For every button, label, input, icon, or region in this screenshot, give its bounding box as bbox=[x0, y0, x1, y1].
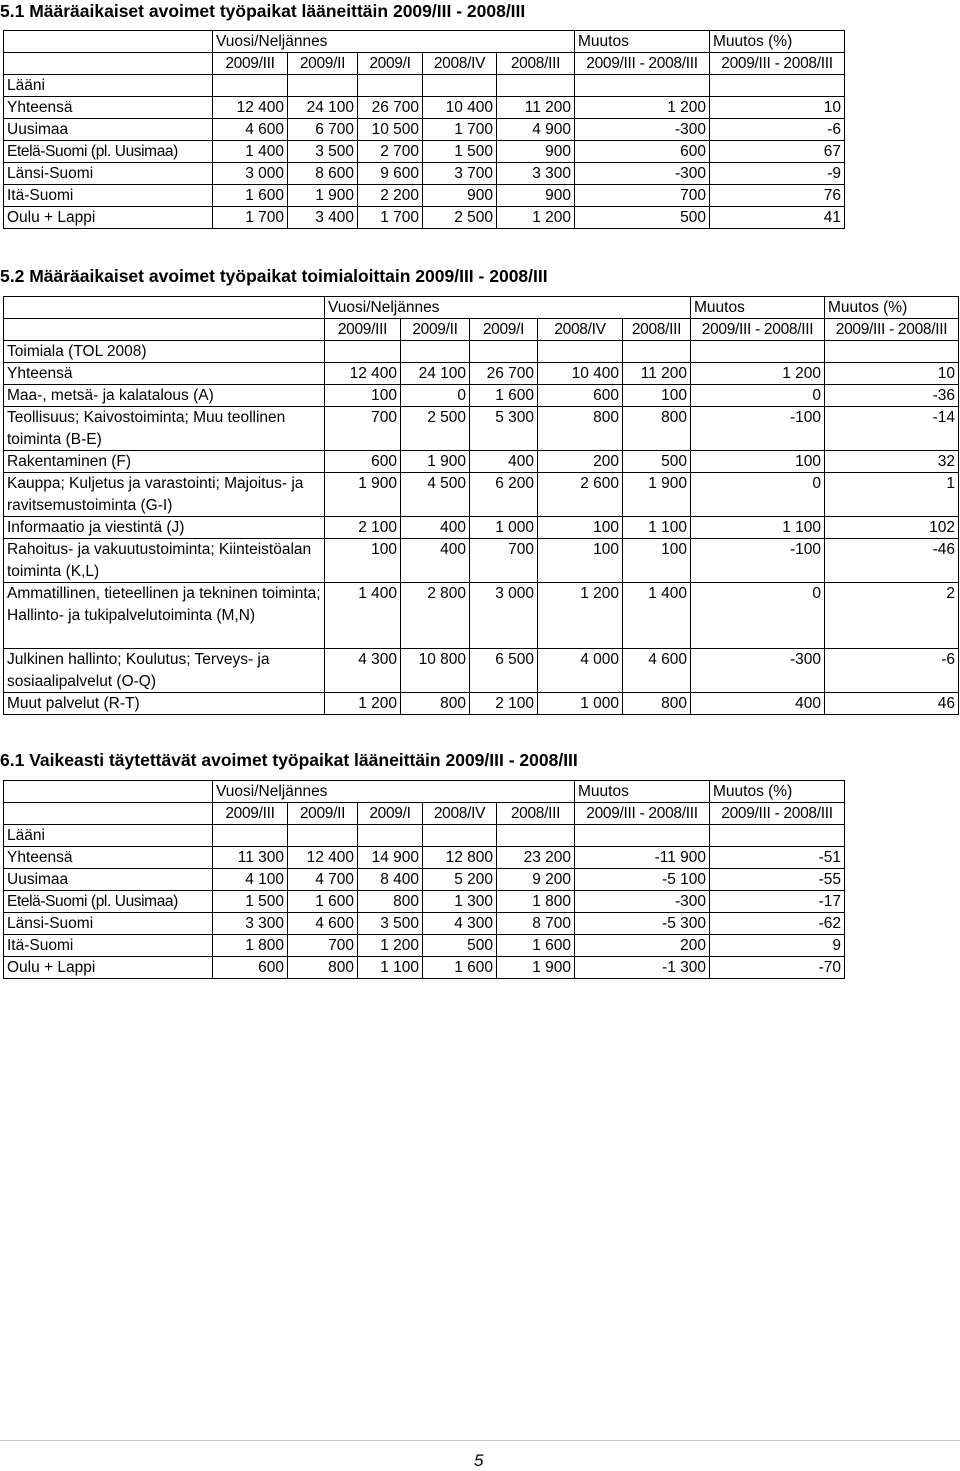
row-label: Länsi-Suomi bbox=[4, 163, 213, 185]
cell: 100 bbox=[538, 539, 623, 583]
table-row bbox=[4, 185, 845, 207]
group-header-change: Muutos bbox=[575, 781, 710, 803]
cell: -9 bbox=[710, 163, 845, 185]
cell: 12 400 bbox=[213, 97, 288, 119]
table-row bbox=[4, 517, 959, 539]
cell: 1 900 bbox=[288, 185, 358, 207]
cell: 1 800 bbox=[213, 935, 288, 957]
group-header-change: Muutos bbox=[575, 31, 710, 53]
cell: -6 bbox=[710, 119, 845, 141]
page-number: 5 bbox=[474, 1451, 484, 1470]
cell: -300 bbox=[575, 119, 710, 141]
group-header-change-pct: Muutos (%) bbox=[825, 297, 959, 319]
row-label: Uusimaa bbox=[4, 869, 213, 891]
column-header: 2009/II bbox=[288, 53, 358, 75]
cell: 1 600 bbox=[470, 385, 538, 407]
cell: 1 100 bbox=[691, 517, 825, 539]
row-label: Etelä-Suomi (pl. Uusimaa) bbox=[4, 141, 213, 163]
column-header: 2008/IV bbox=[423, 53, 497, 75]
footer-divider bbox=[0, 1440, 960, 1441]
column-header: 2008/III bbox=[497, 803, 575, 825]
column-header: 2008/III bbox=[623, 319, 691, 341]
cell: 4 600 bbox=[213, 119, 288, 141]
cell: 1 600 bbox=[288, 891, 358, 913]
column-header: 2008/III bbox=[497, 53, 575, 75]
table-row bbox=[4, 583, 959, 649]
row-header-label: Toimiala (TOL 2008) bbox=[4, 341, 325, 363]
table-row bbox=[4, 473, 959, 517]
cell: 4 000 bbox=[538, 649, 623, 693]
row-label: Oulu + Lappi bbox=[4, 957, 213, 979]
row-label: Ammatillinen, tieteellinen ja tekninen toiminta; Hallinto- ja tukipalvelutoiminta (M,N) bbox=[4, 583, 325, 649]
cell: 3 000 bbox=[213, 163, 288, 185]
cell: 100 bbox=[691, 451, 825, 473]
table-row bbox=[4, 451, 959, 473]
column-header: 2009/I bbox=[470, 319, 538, 341]
table-row bbox=[4, 693, 959, 715]
column-header: 2009/II bbox=[288, 803, 358, 825]
cell: 10 bbox=[825, 363, 959, 385]
table-row bbox=[4, 913, 845, 935]
cell: 8 600 bbox=[288, 163, 358, 185]
table-row bbox=[4, 847, 845, 869]
cell: -17 bbox=[710, 891, 845, 913]
cell: 1 100 bbox=[358, 957, 423, 979]
cell: 2 700 bbox=[358, 141, 423, 163]
column-header: 2009/III - 2008/III bbox=[575, 803, 710, 825]
cell: 14 900 bbox=[358, 847, 423, 869]
cell: 100 bbox=[325, 539, 401, 583]
cell: 2 600 bbox=[538, 473, 623, 517]
cell: 2 100 bbox=[325, 517, 401, 539]
cell: 1 900 bbox=[401, 451, 470, 473]
table-row bbox=[4, 141, 845, 163]
column-header: 2009/III bbox=[213, 53, 288, 75]
cell: 800 bbox=[623, 693, 691, 715]
cell: 200 bbox=[538, 451, 623, 473]
cell: 1 200 bbox=[497, 207, 575, 229]
cell: 10 500 bbox=[358, 119, 423, 141]
cell: 11 200 bbox=[623, 363, 691, 385]
column-header: 2009/III - 2008/III bbox=[710, 53, 845, 75]
cell: 4 100 bbox=[213, 869, 288, 891]
group-header-row bbox=[4, 31, 845, 53]
cell: 1 700 bbox=[213, 207, 288, 229]
table-row bbox=[4, 407, 959, 451]
table-row bbox=[4, 935, 845, 957]
cell: 23 200 bbox=[497, 847, 575, 869]
cell: -11 900 bbox=[575, 847, 710, 869]
group-header-period: Vuosi/Neljännes bbox=[325, 297, 691, 319]
column-header: 2008/IV bbox=[538, 319, 623, 341]
cell: 12 400 bbox=[325, 363, 401, 385]
cell: 32 bbox=[825, 451, 959, 473]
cell: 1 600 bbox=[213, 185, 288, 207]
table-row bbox=[4, 649, 959, 693]
cell: 1 300 bbox=[423, 891, 497, 913]
cell: 900 bbox=[423, 185, 497, 207]
cell: 9 600 bbox=[358, 163, 423, 185]
row-header-label: Lääni bbox=[4, 75, 213, 97]
cell: 0 bbox=[691, 385, 825, 407]
cell: 1 700 bbox=[423, 119, 497, 141]
column-header-row bbox=[4, 319, 959, 341]
cell: 3 500 bbox=[358, 913, 423, 935]
row-label: Yhteensä bbox=[4, 363, 325, 385]
cell: -55 bbox=[710, 869, 845, 891]
cell: 2 bbox=[825, 583, 959, 649]
cell: -1 300 bbox=[575, 957, 710, 979]
row-label: Yhteensä bbox=[4, 847, 213, 869]
group-header-period: Vuosi/Neljännes bbox=[213, 31, 575, 53]
column-header: 2008/IV bbox=[423, 803, 497, 825]
column-header: 2009/III - 2008/III bbox=[691, 319, 825, 341]
cell: 1 700 bbox=[358, 207, 423, 229]
cell: 3 300 bbox=[213, 913, 288, 935]
cell: 1 500 bbox=[213, 891, 288, 913]
cell: 26 700 bbox=[358, 97, 423, 119]
cell: 2 500 bbox=[423, 207, 497, 229]
cell: -5 300 bbox=[575, 913, 710, 935]
cell: 4 600 bbox=[288, 913, 358, 935]
row-header-row bbox=[4, 341, 959, 363]
cell: 700 bbox=[470, 539, 538, 583]
table-6-1 bbox=[3, 780, 845, 979]
row-label: Länsi-Suomi bbox=[4, 913, 213, 935]
cell: 800 bbox=[288, 957, 358, 979]
cell: 4 500 bbox=[401, 473, 470, 517]
column-header: 2009/III - 2008/III bbox=[710, 803, 845, 825]
cell: 100 bbox=[325, 385, 401, 407]
corner-cell bbox=[4, 297, 325, 319]
cell: 5 200 bbox=[423, 869, 497, 891]
cell: 1 400 bbox=[325, 583, 401, 649]
row-label: Itä-Suomi bbox=[4, 185, 213, 207]
cell: 4 300 bbox=[423, 913, 497, 935]
cell: 900 bbox=[497, 185, 575, 207]
table-row bbox=[4, 163, 845, 185]
row-header-label: Lääni bbox=[4, 825, 213, 847]
section-title-5-2: 5.2 Määräaikaiset avoimet työpaikat toimialoittain 2009/III - 2008/III bbox=[0, 266, 548, 286]
cell: 600 bbox=[575, 141, 710, 163]
row-label: Informaatio ja viestintä (J) bbox=[4, 517, 325, 539]
cell: 0 bbox=[691, 583, 825, 649]
cell: 10 bbox=[710, 97, 845, 119]
row-label: Rahoitus- ja vakuutustoiminta; Kiinteistöalan toiminta (K,L) bbox=[4, 539, 325, 583]
cell: 1 bbox=[825, 473, 959, 517]
column-header: 2009/II bbox=[401, 319, 470, 341]
cell: -46 bbox=[825, 539, 959, 583]
cell: 1 600 bbox=[423, 957, 497, 979]
cell: 10 400 bbox=[538, 363, 623, 385]
cell: 41 bbox=[710, 207, 845, 229]
column-header: 2009/III - 2008/III bbox=[575, 53, 710, 75]
cell: 1 900 bbox=[623, 473, 691, 517]
cell: 800 bbox=[623, 407, 691, 451]
cell: 46 bbox=[825, 693, 959, 715]
row-label: Muut palvelut (R-T) bbox=[4, 693, 325, 715]
cell: 3 400 bbox=[288, 207, 358, 229]
table-5-2 bbox=[3, 296, 959, 715]
group-header-change-pct: Muutos (%) bbox=[710, 31, 845, 53]
cell: 1 200 bbox=[358, 935, 423, 957]
cell: -6 bbox=[825, 649, 959, 693]
row-label: Oulu + Lappi bbox=[4, 207, 213, 229]
cell: 3 500 bbox=[288, 141, 358, 163]
group-header-change-pct: Muutos (%) bbox=[710, 781, 845, 803]
corner-cell bbox=[4, 31, 213, 53]
cell: 1 200 bbox=[325, 693, 401, 715]
group-header-change: Muutos bbox=[691, 297, 825, 319]
table-row bbox=[4, 363, 959, 385]
cell: 67 bbox=[710, 141, 845, 163]
table-row bbox=[4, 119, 845, 141]
cell: 4 900 bbox=[497, 119, 575, 141]
cell: 700 bbox=[288, 935, 358, 957]
table-row bbox=[4, 385, 959, 407]
table-5-1 bbox=[3, 30, 845, 229]
cell: 400 bbox=[401, 517, 470, 539]
cell: 2 800 bbox=[401, 583, 470, 649]
column-header: 2009/III bbox=[325, 319, 401, 341]
cell: 4 300 bbox=[325, 649, 401, 693]
table-row bbox=[4, 869, 845, 891]
cell: 6 200 bbox=[470, 473, 538, 517]
cell: 102 bbox=[825, 517, 959, 539]
table-row bbox=[4, 207, 845, 229]
row-label: Itä-Suomi bbox=[4, 935, 213, 957]
row-label: Kauppa; Kuljetus ja varastointi; Majoitus- ja ravitsemustoiminta (G-I) bbox=[4, 473, 325, 517]
cell: 100 bbox=[623, 539, 691, 583]
cell: 9 bbox=[710, 935, 845, 957]
cell: 5 300 bbox=[470, 407, 538, 451]
row-label: Teollisuus; Kaivostoiminta; Muu teollinen toiminta (B-E) bbox=[4, 407, 325, 451]
cell: 1 800 bbox=[497, 891, 575, 913]
cell: 6 500 bbox=[470, 649, 538, 693]
cell: 24 100 bbox=[288, 97, 358, 119]
table-row bbox=[4, 891, 845, 913]
cell: 12 800 bbox=[423, 847, 497, 869]
cell: 400 bbox=[691, 693, 825, 715]
cell: 12 400 bbox=[288, 847, 358, 869]
cell: -300 bbox=[575, 163, 710, 185]
cell: 26 700 bbox=[470, 363, 538, 385]
row-header-row bbox=[4, 75, 845, 97]
cell: -36 bbox=[825, 385, 959, 407]
cell: -300 bbox=[691, 649, 825, 693]
cell: 2 500 bbox=[401, 407, 470, 451]
cell: 24 100 bbox=[401, 363, 470, 385]
group-header-period: Vuosi/Neljännes bbox=[213, 781, 575, 803]
cell: -14 bbox=[825, 407, 959, 451]
section-title-5-1: 5.1 Määräaikaiset avoimet työpaikat lääneittäin 2009/III - 2008/III bbox=[0, 1, 526, 21]
cell: 4 700 bbox=[288, 869, 358, 891]
cell: -100 bbox=[691, 407, 825, 451]
cell: 2 100 bbox=[470, 693, 538, 715]
cell: -70 bbox=[710, 957, 845, 979]
cell: 8 400 bbox=[358, 869, 423, 891]
cell: 700 bbox=[325, 407, 401, 451]
cell: 3 300 bbox=[497, 163, 575, 185]
section-title-6-1: 6.1 Vaikeasti täytettävät avoimet työpaikat lääneittäin 2009/III - 2008/III bbox=[0, 750, 578, 770]
cell: 4 600 bbox=[623, 649, 691, 693]
cell: 700 bbox=[575, 185, 710, 207]
column-header: 2009/III - 2008/III bbox=[825, 319, 959, 341]
cell: -300 bbox=[575, 891, 710, 913]
cell: 1 000 bbox=[470, 517, 538, 539]
cell: 3 700 bbox=[423, 163, 497, 185]
cell: 9 200 bbox=[497, 869, 575, 891]
row-header-row bbox=[4, 825, 845, 847]
cell: 6 700 bbox=[288, 119, 358, 141]
row-label: Yhteensä bbox=[4, 97, 213, 119]
cell: 11 300 bbox=[213, 847, 288, 869]
column-header: 2009/I bbox=[358, 53, 423, 75]
cell: 1 900 bbox=[497, 957, 575, 979]
table-row bbox=[4, 97, 845, 119]
row-label: Maa-, metsä- ja kalatalous (A) bbox=[4, 385, 325, 407]
group-header-row bbox=[4, 781, 845, 803]
cell: 10 400 bbox=[423, 97, 497, 119]
corner-cell bbox=[4, 781, 213, 803]
cell: 76 bbox=[710, 185, 845, 207]
cell: 1 900 bbox=[325, 473, 401, 517]
cell: 500 bbox=[575, 207, 710, 229]
cell: 600 bbox=[538, 385, 623, 407]
row-label: Etelä-Suomi (pl. Uusimaa) bbox=[4, 891, 213, 913]
table-row bbox=[4, 957, 845, 979]
column-header: 2009/I bbox=[358, 803, 423, 825]
cell: 1 000 bbox=[538, 693, 623, 715]
cell: 1 400 bbox=[623, 583, 691, 649]
cell: -5 100 bbox=[575, 869, 710, 891]
cell: -100 bbox=[691, 539, 825, 583]
cell: 8 700 bbox=[497, 913, 575, 935]
cell: 500 bbox=[623, 451, 691, 473]
cell: 800 bbox=[401, 693, 470, 715]
cell: 0 bbox=[401, 385, 470, 407]
row-label: Julkinen hallinto; Koulutus; Terveys- ja sosiaalipalvelut (O-Q) bbox=[4, 649, 325, 693]
cell: 1 200 bbox=[538, 583, 623, 649]
cell: 800 bbox=[538, 407, 623, 451]
cell: 1 500 bbox=[423, 141, 497, 163]
cell: 10 800 bbox=[401, 649, 470, 693]
cell: 11 200 bbox=[497, 97, 575, 119]
cell: 600 bbox=[213, 957, 288, 979]
column-header-row bbox=[4, 803, 845, 825]
column-header-row bbox=[4, 53, 845, 75]
cell: 400 bbox=[401, 539, 470, 583]
cell: 1 200 bbox=[575, 97, 710, 119]
cell: 1 200 bbox=[691, 363, 825, 385]
cell: 0 bbox=[691, 473, 825, 517]
row-label: Uusimaa bbox=[4, 119, 213, 141]
cell: 600 bbox=[325, 451, 401, 473]
cell: 200 bbox=[575, 935, 710, 957]
column-header: 2009/III bbox=[213, 803, 288, 825]
cell: 500 bbox=[423, 935, 497, 957]
cell: 800 bbox=[358, 891, 423, 913]
cell: 1 100 bbox=[623, 517, 691, 539]
row-label: Rakentaminen (F) bbox=[4, 451, 325, 473]
cell: 1 600 bbox=[497, 935, 575, 957]
cell: -62 bbox=[710, 913, 845, 935]
group-header-row bbox=[4, 297, 959, 319]
cell: 3 000 bbox=[470, 583, 538, 649]
cell: 100 bbox=[538, 517, 623, 539]
cell: 100 bbox=[623, 385, 691, 407]
cell: 1 400 bbox=[213, 141, 288, 163]
table-row bbox=[4, 539, 959, 583]
cell: -51 bbox=[710, 847, 845, 869]
cell: 2 200 bbox=[358, 185, 423, 207]
cell: 900 bbox=[497, 141, 575, 163]
cell: 400 bbox=[470, 451, 538, 473]
